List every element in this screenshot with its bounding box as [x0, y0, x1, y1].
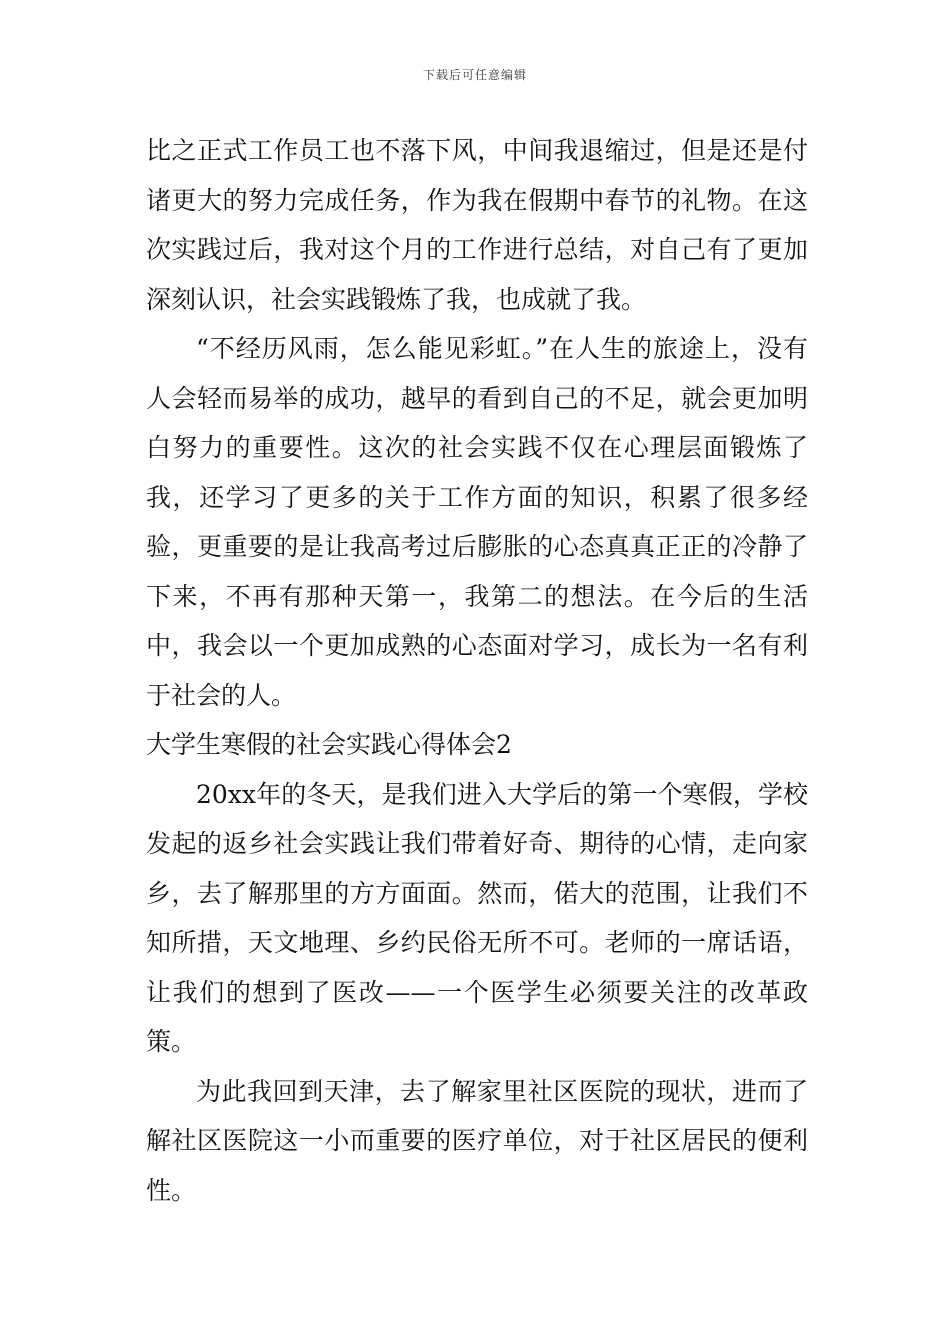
page-header: 下载后可任意编辑: [422, 68, 527, 82]
document-body: [146, 126, 808, 1215]
section-heading: 大学生寒假的社会实践心得体会2: [146, 730, 512, 759]
paragraph-4: 为此我回到天津，去了解家里社区医院的现状，进而了解社区医院这一小而重要的医疗单位，对于社区居民的便利性。: [146, 1076, 808, 1205]
paragraph-3: 20xx年的冬天，是我们进入大学后的第一个寒假，学校发起的返乡社会实践让我们带着好奇、期待的心情，走向家乡，去了解那里的方方面面。然而，偌大的范围，让我们不知所措，天文地理、乡约民俗无所不可。老师的一席话语，让我们的想到了医改——一个医学生必须要关注的改革政策。: [146, 779, 808, 1056]
paragraph-2: “不经历风雨，怎么能见彩虹。”在人生的旅途上，没有人会轻而易举的成功，越早的看到自己的不足，就会更加明白努力的重要性。这次的社会实践不仅在心理层面锻炼了我，还学习了更多的关于工作方面的知识，积累了很多经验，更重要的是让我高考过后膨胀的心态真真正正的冷静了下来，不再有那种天第一，我第二的想法。在今后的生活中，我会以一个更加成熟的心态面对学习，成长为一名有利于社会的人。: [146, 334, 808, 710]
paragraph-1: 比之正式工作员工也不落下风，中间我退缩过，但是还是付诸更大的努力完成任务，作为我在假期中春节的礼物。在这次实践过后，我对这个月的工作进行总结，对自己有了更加深刻认识，社会实践锻炼了我，也成就了我。: [146, 136, 808, 314]
